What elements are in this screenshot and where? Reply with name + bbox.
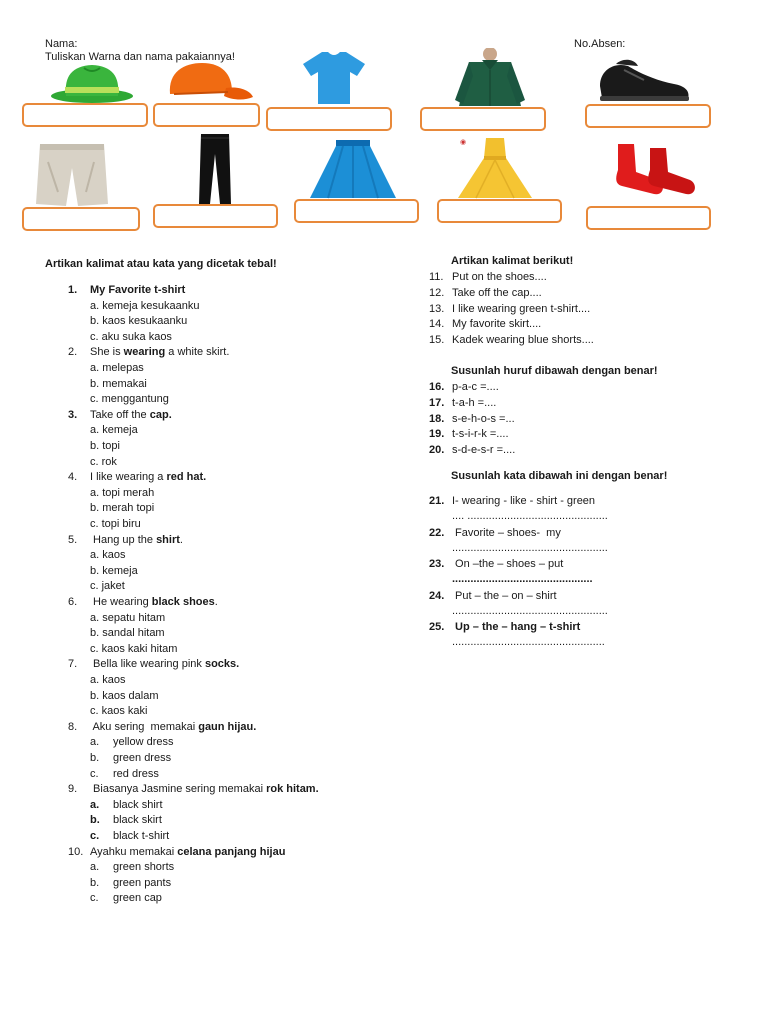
green-shirt-icon	[449, 48, 531, 106]
exercise-text: Favorite – shoes- my	[452, 526, 561, 539]
question-text: socks.	[204, 658, 240, 671]
answer-option: c. topi biru	[90, 518, 141, 530]
answer-box-6[interactable]	[22, 207, 140, 231]
exercise-number: 20.	[429, 444, 445, 457]
answer-dots: ...................................................	[452, 541, 608, 554]
answer-option	[90, 767, 159, 781]
answer-option: b. kaos kesukaanku	[90, 315, 188, 328]
answer-option	[90, 891, 162, 905]
question-number: 5.	[68, 533, 78, 546]
question-text: wearing	[123, 346, 166, 359]
right-sec3-heading: Susunlah kata dibawah ini dengan benar!	[451, 470, 668, 482]
question-text: a white skirt.	[165, 346, 230, 359]
right-sec1-heading: Artikan kalimat berikut!	[451, 255, 574, 267]
exercise-number: 19.	[429, 428, 445, 441]
answer-box-9[interactable]	[437, 199, 562, 223]
question-stem	[68, 845, 285, 859]
exercise-number: 11.	[429, 271, 444, 283]
exercise-item	[429, 443, 515, 457]
answer-option	[90, 798, 163, 812]
answer-option: c. menggantung	[90, 393, 169, 406]
exercise-item	[429, 317, 541, 331]
exercise-item	[429, 494, 595, 508]
question-number: 10.	[68, 845, 84, 858]
question-text: She is	[90, 346, 124, 359]
question-number: 2.	[68, 346, 78, 359]
answer-option: a. kemeja	[90, 424, 138, 437]
answer-box-3[interactable]	[266, 107, 392, 131]
exercise-item	[429, 589, 557, 603]
option-letter: a.	[90, 736, 100, 749]
answer-option: c. jaket	[90, 580, 125, 593]
exercise-text: s-e-h-o-s =...	[452, 412, 515, 425]
question-stem	[68, 720, 256, 734]
question-stem	[68, 345, 229, 359]
exercise-number: 24.	[429, 589, 445, 602]
question-number: 9.	[68, 783, 78, 796]
exercise-text: s-d-e-s-r =....	[452, 444, 516, 457]
exercise-text: p-a-c =....	[452, 381, 499, 393]
exercise-number: 15.	[429, 334, 445, 347]
question-stem	[68, 470, 206, 484]
option-letter: c.	[90, 830, 100, 842]
exercise-item	[429, 412, 515, 426]
answer-box-10[interactable]	[586, 206, 711, 230]
absen-label: No.Absen:	[574, 38, 626, 50]
answer-dots: .... ..............................................	[452, 510, 608, 522]
answer-box-1[interactable]	[22, 103, 148, 127]
option-text: black t-shirt	[113, 830, 170, 842]
black-shoes-icon	[594, 56, 692, 104]
question-text: red hat.	[166, 471, 207, 484]
answer-option	[90, 829, 169, 843]
answer-option	[90, 751, 171, 765]
answer-option: b. sandal hitam	[90, 627, 165, 640]
answer-option: a. kaos	[90, 549, 126, 562]
option-letter: b.	[90, 814, 100, 827]
option-letter: c.	[90, 767, 99, 780]
exercise-number: 16.	[429, 381, 445, 393]
question-stem	[68, 283, 185, 297]
answer-option: a. kaos	[90, 674, 126, 686]
question-stem	[68, 533, 183, 547]
option-letter: b.	[90, 752, 100, 764]
option-text: red dress	[113, 767, 159, 780]
question-text: Take off the	[90, 408, 150, 421]
exercise-text: Up – the – hang – t-shirt	[452, 621, 581, 633]
answer-option: b. kemeja	[90, 564, 138, 577]
red-socks-icon	[608, 140, 700, 204]
question-number: 1.	[68, 284, 78, 296]
answer-option: b. kaos dalam	[90, 689, 159, 702]
answer-dots: ...................................................	[452, 604, 608, 617]
answer-dots: ..................................................	[452, 636, 605, 648]
exercise-text: Put – the – on – shirt	[452, 589, 557, 602]
question-text: cap.	[149, 408, 172, 421]
exercise-number: 18.	[429, 412, 445, 425]
exercise-number: 25.	[429, 621, 445, 633]
answer-option: b. memakai	[90, 377, 147, 390]
question-number: 4.	[68, 471, 78, 484]
option-letter: c.	[90, 892, 99, 905]
answer-box-7[interactable]	[153, 204, 278, 228]
question-text: black shoes	[151, 596, 215, 608]
exercise-item	[429, 526, 561, 540]
option-text: green dress	[113, 752, 172, 764]
green-hat-icon	[50, 60, 134, 104]
answer-box-5[interactable]	[585, 104, 711, 128]
exercise-number: 23.	[429, 558, 445, 570]
exercise-text: I like wearing green t-shirt....	[452, 302, 591, 315]
answer-option: c. kaos kaki hitam	[90, 642, 178, 655]
exercise-item	[429, 270, 547, 284]
answer-box-8[interactable]	[294, 199, 419, 223]
question-number: 3.	[68, 408, 78, 421]
question-text: rok hitam.	[266, 783, 319, 796]
blue-tshirt-icon	[302, 50, 366, 104]
question-text: Aku sering memakai	[90, 720, 199, 733]
question-number: 6.	[68, 596, 78, 608]
exercise-item	[429, 380, 499, 394]
question-stem	[68, 657, 239, 671]
option-text: green pants	[113, 876, 172, 889]
answer-option	[90, 876, 171, 890]
question-text: I like wearing a	[90, 471, 167, 484]
answer-option: a. melepas	[90, 362, 144, 374]
option-text: black shirt	[113, 798, 163, 811]
black-pants-icon	[198, 132, 232, 206]
answer-option	[90, 813, 162, 827]
exercise-number: 17.	[429, 396, 445, 409]
answer-option: a. topi merah	[90, 486, 155, 499]
exercise-item	[429, 396, 496, 410]
option-letter: b.	[90, 876, 100, 889]
option-text: black skirt	[113, 814, 162, 827]
svg-text:◉: ◉	[460, 138, 467, 146]
white-shorts-icon	[34, 142, 110, 208]
answer-dots: ..............................................	[452, 573, 593, 585]
answer-option: a. sepatu hitam	[90, 611, 166, 624]
question-text: He wearing	[90, 596, 152, 608]
question-number: 7.	[68, 658, 78, 671]
exercise-text: Take off the cap....	[452, 286, 542, 299]
exercise-item	[429, 427, 509, 441]
question-text: gaun hijau.	[198, 720, 257, 733]
question-stem	[68, 595, 218, 609]
answer-box-2[interactable]	[153, 103, 260, 127]
exercise-text: t-a-h =....	[452, 396, 497, 409]
option-letter: a.	[90, 798, 100, 811]
exercise-text: My favorite skirt....	[452, 318, 542, 331]
question-stem	[68, 782, 319, 796]
answer-box-4[interactable]	[420, 107, 546, 131]
question-text: .	[179, 533, 183, 546]
left-heading: Artikan kalimat atau kata yang dicetak tebal!	[45, 258, 277, 270]
exercise-item	[429, 620, 580, 634]
exercise-text: t-s-i-r-k =....	[452, 428, 509, 441]
answer-option: b. merah topi	[90, 502, 155, 515]
option-text: green cap	[113, 892, 162, 905]
question-text: My Favorite t-shirt	[90, 284, 186, 296]
orange-cap-icon	[166, 60, 254, 104]
exercise-text: I- wearing - like - shirt - green	[452, 495, 596, 507]
option-letter: a.	[90, 861, 100, 874]
question-text: Ayahku memakai	[90, 845, 178, 858]
question-text: .	[214, 596, 218, 608]
right-sec2-heading: Susunlah huruf dibawah dengan benar!	[451, 365, 658, 377]
exercise-text: On –the – shoes – put	[452, 558, 564, 570]
exercise-number: 12.	[429, 286, 445, 299]
answer-option: c. aku suka kaos	[90, 330, 172, 343]
exercise-item	[429, 557, 563, 571]
question-number: 8.	[68, 720, 78, 733]
answer-option: b. topi	[90, 440, 120, 452]
exercise-number: 14.	[429, 318, 445, 331]
option-text: yellow dress	[113, 736, 174, 749]
exercise-number: 22.	[429, 526, 445, 539]
yellow-dress-icon	[456, 134, 534, 200]
exercise-number: 13.	[429, 302, 445, 315]
answer-option	[90, 860, 174, 874]
option-text: green shorts	[113, 861, 175, 874]
exercise-number: 21.	[429, 495, 445, 507]
question-text: shirt	[156, 533, 180, 546]
question-text: Biasanya Jasmine sering memakai	[90, 783, 267, 796]
answer-option: c. rok	[90, 455, 117, 468]
answer-option	[90, 735, 174, 749]
question-text: Bella like wearing pink	[90, 658, 205, 671]
question-text: Hang up the	[90, 533, 157, 546]
exercise-item	[429, 333, 594, 347]
instruction: Tuliskan Warna dan nama pakaiannya!	[45, 51, 235, 63]
exercise-text: Kadek wearing blue shorts....	[452, 334, 594, 347]
blue-skirt-icon	[308, 138, 398, 200]
question-text: celana panjang hijau	[177, 845, 286, 858]
question-stem	[68, 408, 172, 422]
exercise-item	[429, 286, 542, 300]
answer-option: c. kaos kaki	[90, 705, 148, 718]
exercise-item	[429, 302, 590, 316]
nama-label: Nama:	[45, 38, 78, 50]
exercise-text: Put on the shoes....	[452, 271, 547, 283]
answer-option: a. kemeja kesukaanku	[90, 299, 200, 312]
